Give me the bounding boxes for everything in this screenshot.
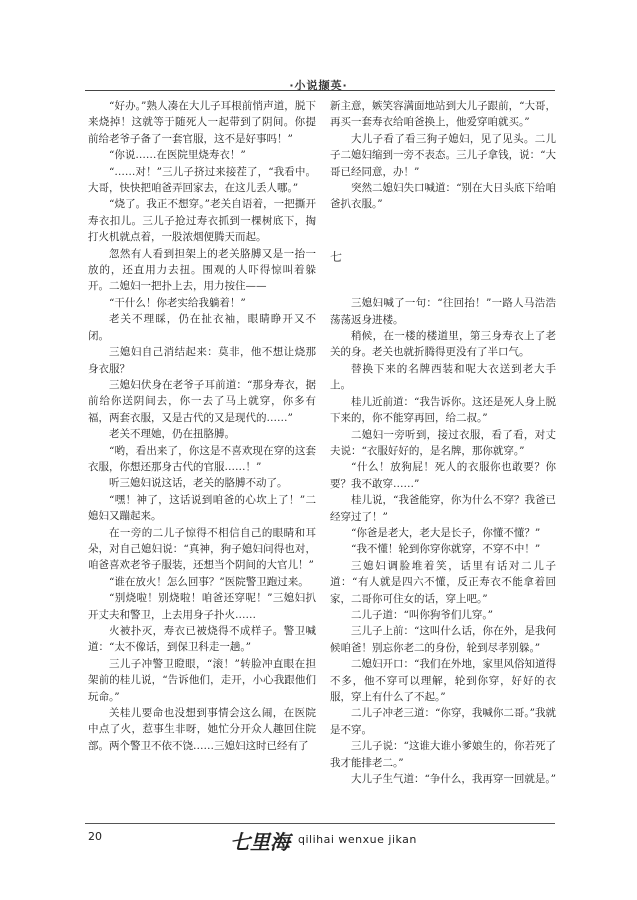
paragraph: 三媳妇喊了一句：“往回抬！”一路人马浩浩荡荡返身进楼。: [330, 297, 556, 326]
paragraph: 大儿子看了看三狗子媳妇，见了见头。二儿子二媳妇缩到一旁不表态。三儿子拿钱，说：“大哥已经同意，办！”: [330, 132, 556, 178]
paragraph: 三儿子冲警卫瞪眼，“滚！”转脸冲直眼在担架前的桂儿说，“告诉他们，走开，小心我跟他们玩命。”: [88, 657, 316, 703]
paragraph: 稍候，在一楼的楼道里，第三身寿衣上了老关的身。老关也就折腾得更没有了半口气。: [330, 330, 556, 359]
section-title: ·小说撷英·: [289, 79, 348, 92]
paragraph: 三媳妇伏身在老爷子耳前道：“那身寿衣，据前给你送阴间去，你一去了马上就穿，你多有福，两套衣服，又是古代的又是现代的……”: [88, 378, 316, 424]
paragraph: 二儿子道：“叫你狗爷们儿穿。”: [351, 608, 493, 621]
paragraph: “干什么！你老实给我躺着！”: [109, 296, 246, 309]
magazine-logo: 七里海: [230, 830, 290, 854]
paragraph: 突然二媳妇失口喊道：“别在大日头底下给咱爸扒衣服。”: [330, 182, 556, 211]
paragraph: “嘿！神了，这话说到咱爸的心坎上了！”二媳妇又蹦起来。: [88, 493, 316, 523]
paragraph: 三媳妇自己消结起来：莫非，他不想让烧那身衣服？: [88, 346, 316, 375]
paragraph: “……对！”三儿子挤过来接茬了，“我看中。大哥，快快把咱爸弄回家去，在这儿丢人哪。”: [88, 165, 316, 195]
paragraph: 大儿子生气道：“争什么，我再穿一回就是。”: [351, 773, 556, 786]
paragraph: 二媳妇开口：“我们在外地，家里风俗知道得不多，他不穿可以理解，轮到你穿，好好的衣服，穿上有什么了不起。”: [330, 658, 556, 703]
magazine-pinyin: qilihai wenxue jikan: [298, 833, 417, 846]
chapter-number: 七: [330, 249, 343, 264]
paragraph: “我不懂！轮到你穿你就穿，不穿不中！”: [351, 543, 541, 556]
paragraph: 三媳妇调脸堆着笑，话里有话对二儿子道：“有人就是四六不懂，反正寿衣不能拿着回家，二哥你可住女的话，穿上吧。”: [330, 559, 556, 605]
left-text-column: [88, 98, 316, 754]
paragraph: 替换下来的名牌西装和呢大衣送到老大手上。: [330, 362, 556, 392]
paragraph: 三儿子说：“这谁大谁小爹娘生的，你若死了我才能排老二。”: [330, 740, 556, 769]
paragraph: 桂儿说，“我爸能穿，你为什么不穿？我爸已经穿过了！”: [330, 494, 556, 523]
paragraph: 新主意，嫉笑容满面地站到大儿子跟前，“大哥，再买一套寿衣给咱爸换上，他爱穿咱就买。”: [330, 100, 556, 129]
paragraph: “你爸是老大，老大是长子，你懂不懂？”: [351, 526, 541, 539]
footer-rule: [85, 823, 555, 824]
paragraph: 老关不理睬，仍在扯衣袖，眼睛睁开又不闭。: [88, 313, 316, 342]
paragraph: 火被扑灭，寿衣已被烧得不成样子。警卫喊道：“太不像话，到保卫科走一趟。”: [88, 625, 316, 654]
paragraph: 关桂儿要命也没想到事情会这么闹，在医院中点了火，惹事生非呀，她忙分开众人趣回住院部。两个警卫不依不饶……三媳妇这时已经有了: [88, 707, 316, 752]
page-number: 20: [88, 830, 102, 843]
paragraph: 二媳妇一旁听到，接过衣服，看了看，对丈夫说：“衣服好好的，是名牌，那你就穿。”: [330, 428, 556, 457]
paragraph: “什么！放狗屁！死人的衣服你也敢要？你要？我不敢穿……”: [330, 461, 556, 490]
paragraph: “烧了。我正不想穿。”老关自语着，一把撕开寿衣扣儿。三儿子抢过寿衣抓到一棵树底下，掏打火机就点着，一股浓烟便腾天而起。: [88, 198, 316, 244]
right-text-column: [330, 98, 556, 787]
paragraph: 老关不理她，仍在扭胳膊。: [109, 428, 235, 441]
paragraph: “哟，看出来了，你这是不喜欢现在穿的这套衣服，你想还那身古代的官服……！”: [88, 444, 316, 473]
paragraph: “好办。”熟人凑在大儿子耳根前悄声道，脱下来烧掉！这就等于随死人一起带到了阴间。你提前给老爷子备了一套官服，这不是好事吗！”: [88, 100, 316, 145]
header-rule: [85, 90, 555, 91]
paragraph: “你说……在医院里烧寿衣！”: [109, 149, 246, 162]
paragraph: 在一旁的二儿子惊得不相信自己的眼睛和耳朵，对自己媳妇说：“真神，狗子媳妇问得也对，咱爸喜欢老爷子服装，还想当个阴间的大官儿！”: [88, 526, 316, 572]
paragraph: “别烧啦！别烧啦！咱爸还穿呢！”三媳妇扒开丈夫和警卫，上去用身子扑火……: [88, 592, 316, 621]
paragraph: 忽然有人看到担架上的老关胳膊又是一抬一放的，还直用力去扭。围观的人吓得惊叫着躲开。二媳妇一把扑上去，用力按住——: [88, 247, 316, 293]
paragraph: “谁在放火！怎么回事？”医院警卫跑过来。: [109, 575, 309, 588]
paragraph: 三儿子上前：“这叫什么话，你在外，是我何候咱爸！别忘你老二的身份，轮到尽孝别躲。”: [330, 625, 556, 654]
paragraph: 二儿子冲老三道：“你穿，我喊你二哥。”我就是不穿。: [330, 707, 556, 736]
paragraph: 听三媳妇说这话，老关的胳膊不动了。: [109, 477, 288, 490]
paragraph: 桂儿近前道：“我告诉你。这还是死人身上脱下来的，你不能穿再回，给二叔。”: [330, 395, 556, 425]
